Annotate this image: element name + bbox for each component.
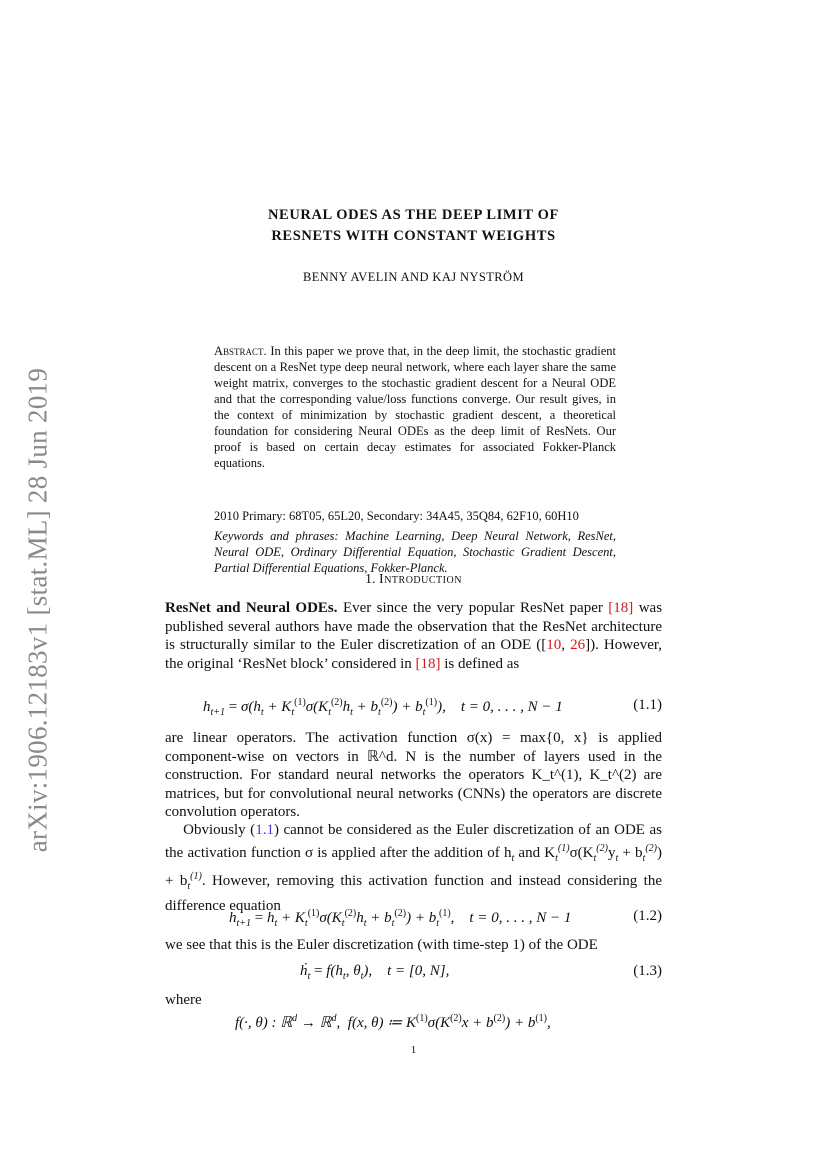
paragraph-lead: ResNet and Neural ODEs. (165, 600, 338, 616)
para1-text-a: Ever since the very popular ResNet paper (342, 600, 603, 616)
abstract (214, 343, 616, 471)
abstract-label: Abstract. (214, 344, 267, 358)
section-number: 1. (365, 572, 376, 587)
keywords-text: Machine Learning, Deep Neural Network, ResNet, Neural ODE, Ordinary Differential Equation, Stochastic Gradient Descent, Partial Differential Equations, Fokker-Planck. (214, 529, 617, 575)
equation-f-formula: f(·, θ) : ℝ$^d$ → ℝ$^d$, f(x, θ) ≔ $K^{(1)}\sigma(K^{(2)}x + b^{(2)}) + b^{(1)}$, (235, 1013, 551, 1031)
equation-1-2-label: (1.2) (633, 908, 662, 924)
equation-1-3-formula: ḣ$_t$ = $f(h_t$, $\theta_t$), t = [0, N], (300, 963, 450, 982)
equation-1-3-label: (1.3) (633, 963, 662, 979)
paper-title-line2: RESNETS WITH CONSTANT WEIGHTS (271, 228, 556, 244)
para2-text: are linear operators. The activation function σ(x) = max{0, x} is applied component-wise on vectors in ℝ^d. N is the number of layers used in the construction. For standard neural networks the operators K_t^(1), K_t^(2) are matrices, but for convolutional neural networks (CNNs) the operators are discrete convolution operators. (165, 730, 662, 820)
para3-b: ) cannot be considered as the Euler discretization of an ODE as the activation function σ is applied after the addition of h (165, 822, 663, 861)
equation-1-3 (165, 963, 662, 987)
keywords (214, 528, 616, 576)
section-heading (0, 572, 827, 588)
equation-f-definition (165, 1013, 662, 1037)
para1-text-b: was published several authors have made the observation that the ResNet architecture is structurally similar to the Euler discretization of an ODE ([ (165, 600, 663, 653)
equation-1-1 (165, 697, 662, 721)
equation-1-1-formula: $h_{t+1} = \sigma(h_t + K_t^{(1)}\sigma(K_t^{(2)}h_t + b_t^{(2)}) + b_t^{(1)})$, t = 0, . . . , N − 1 (203, 697, 563, 718)
paper-title-line1: NEURAL ODES AS THE DEEP LIMIT OF (267, 207, 560, 223)
page-number: 1 (410, 1044, 417, 1056)
para1-text-d: is defined as (444, 655, 520, 672)
citation-18[interactable]: [18] (608, 600, 634, 616)
para3-a: Obviously ( (183, 822, 256, 838)
keywords-label: Keywords and phrases: (214, 529, 339, 543)
equation-1-1-range: t = 0, . . . , N − 1 (460, 699, 563, 715)
equation-1-3-range: t = [0, N], (387, 963, 450, 979)
equation-1-2-formula: $h_{t+1} = h_t + K_t^{(1)}\sigma(K_t^{(2)}h_t + b_t^{(2)}) + b_t^{(1)}$, t = 0, . . . , N − 1 (229, 908, 572, 929)
citation-10[interactable]: 10 (546, 637, 562, 653)
paragraph-2 (165, 729, 662, 822)
citation-18-b[interactable]: [18] (415, 655, 441, 672)
paragraph-3: Obviously (1.1) cannot be considered as the Euler discretization of an ODE as the activation function σ is applied after the addition of $h_t$ and $K_t^{(1)}\sigma(K_t^{(2)}y_t + b_t^{(2)}) + b_t^{(1)}$. However, removing this activation function and instead considering the difference equation (165, 822, 663, 914)
paragraph-4: we see that this is the Euler discretization (with time-step 1) of the ODE (165, 937, 598, 953)
paragraph-1: ResNet and Neural ODEs. Ever since the very popular ResNet paper [18] was published several authors have made the observation that the ResNet architecture is structurally similar to the Euler discretization of an ODE ([10, 26]). However, the original ‘ResNet block’ considered in [18] is defined as (165, 600, 663, 672)
msc-classification: 2010 Primary: 68T05, 65L20, Secondary: 34A45, 35Q84, 62F10, 60H10 (214, 509, 579, 523)
citation-26[interactable]: 26 (570, 637, 586, 653)
para1-text-c: ]). However, the original ‘ResNet block’ considered in (165, 637, 662, 672)
arxiv-id: arXiv:1906.12183v1 [stat.ML] 28 Jun 2019 (22, 367, 53, 853)
abstract-text: In this paper we prove that, in the deep limit, the stochastic gradient descent on a ResNet type deep neural network, where each layer share the same weight matrix, converges to the stochastic gradient descent for a Neural ODE and that the corresponding value/loss functions converge. Our result gives, in the context of minimization by stochastic gradient descent, a theoretical foundation for considering Neural ODEs as the deep limit of ResNets. Our proof is based on certain decay estimates for associated Fokker-Planck equations. (214, 344, 617, 470)
equation-1-2-range: t = 0, . . . , N − 1 (469, 910, 572, 926)
authors: BENNY AVELIN AND KAJ NYSTRÖM (303, 270, 524, 284)
para3-c: . However, removing this activation function and instead considering the difference equation (165, 873, 662, 914)
section-title: Introduction (379, 572, 462, 587)
equation-1-1-label: (1.1) (633, 697, 662, 713)
equation-reference-1-1[interactable]: 1.1 (255, 822, 274, 838)
paragraph-5: where (165, 992, 202, 1008)
equation-1-2 (165, 908, 662, 932)
arxiv-stamp (18, 330, 58, 890)
